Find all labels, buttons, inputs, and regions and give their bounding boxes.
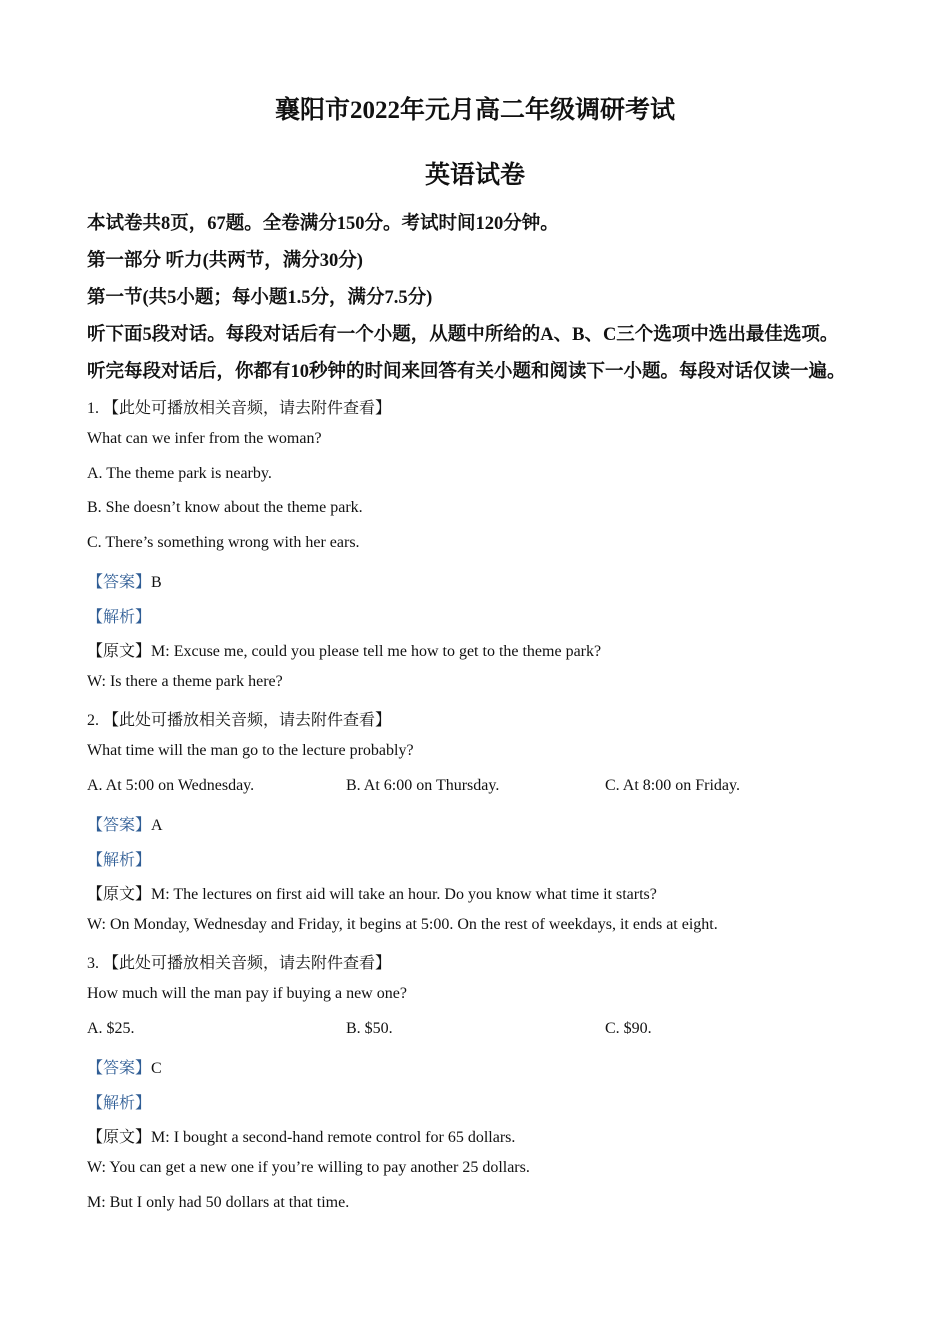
answer-label: 【答案】: [87, 817, 152, 834]
question-1-option-b: B. She doesn’t know about the theme park.: [87, 499, 363, 516]
question-2-analysis-label: 【解析】: [87, 852, 152, 869]
intro-line-5: 听完每段对话后，你都有10秒钟的时间来回答有关小题和阅读下一小题。每段对话仅读一遍。: [87, 362, 846, 382]
intro-line-4: 听下面5段对话。每段对话后有一个小题，从题中所给的A、B、C三个选项中选出最佳选项。: [87, 325, 839, 345]
answer-label: 【答案】: [87, 574, 152, 591]
answer-value: B: [151, 574, 162, 591]
transcript-line: M: Excuse me, could you please tell me how to get to the theme park?: [151, 643, 602, 660]
question-2-transcript: [87, 881, 657, 904]
question-2-option-a: A. At 5:00 on Wednesday.: [87, 777, 255, 794]
question-1-transcript-line-2: W: Is there a theme park here?: [87, 673, 283, 690]
question-2-transcript-line-2: W: On Monday, Wednesday and Friday, it begins at 5:00. On the rest of weekdays, it ends at eight.: [87, 916, 718, 933]
question-3-stem: How much will the man pay if buying a new one?: [87, 985, 407, 1002]
question-2-answer: [87, 812, 163, 835]
original-label: 【原文】: [87, 643, 152, 660]
question-2-option-b: B. At 6:00 on Thursday.: [346, 777, 500, 794]
question-1-answer: [87, 569, 162, 592]
question-3-transcript-line-2: W: You can get a new one if you’re willing to pay another 25 dollars.: [87, 1159, 530, 1176]
question-2-head: 2. 【此处可播放相关音频，请去附件查看】: [87, 712, 392, 729]
question-3-transcript: [87, 1124, 515, 1147]
exam-subtitle: 英语试卷: [424, 162, 525, 189]
question-3-option-a: A. $25.: [87, 1020, 135, 1037]
question-1-analysis-label: 【解析】: [87, 609, 152, 626]
question-2-option-c: C. At 8:00 on Friday.: [605, 777, 740, 794]
answer-value: A: [151, 817, 163, 834]
intro-line-1: 本试卷共8页，67题。全卷满分150分。考试时间120分钟。: [87, 214, 559, 234]
question-3-option-b: B. $50.: [346, 1020, 393, 1037]
exam-title: 襄阳市2022年元月高二年级调研考试: [274, 97, 675, 124]
question-1-stem: What can we infer from the woman?: [87, 430, 322, 447]
intro-line-2: 第一部分 听力(共两节，满分30分): [87, 251, 363, 271]
question-1-option-c: C. There’s something wrong with her ears.: [87, 534, 360, 551]
original-label: 【原文】: [87, 886, 152, 903]
question-3-option-c: C. $90.: [605, 1020, 652, 1037]
question-3-transcript-line-3: M: But I only had 50 dollars at that time.: [87, 1194, 350, 1211]
transcript-line: M: The lectures on first aid will take an hour. Do you know what time it starts?: [151, 886, 657, 903]
question-1-head: 1. 【此处可播放相关音频，请去附件查看】: [87, 400, 392, 417]
answer-value: C: [151, 1060, 162, 1077]
answer-label: 【答案】: [87, 1060, 152, 1077]
intro-line-3: 第一节(共5小题；每小题1.5分，满分7.5分): [87, 288, 433, 308]
question-1-option-a: A. The theme park is nearby.: [87, 465, 272, 482]
transcript-line: M: I bought a second-hand remote control for 65 dollars.: [151, 1129, 516, 1146]
question-3-answer: [87, 1055, 162, 1078]
question-1-transcript: [87, 638, 601, 661]
question-3-analysis-label: 【解析】: [87, 1095, 152, 1112]
original-label: 【原文】: [87, 1129, 152, 1146]
question-2-stem: What time will the man go to the lecture probably?: [87, 742, 414, 759]
question-3-head: 3. 【此处可播放相关音频，请去附件查看】: [87, 955, 392, 972]
